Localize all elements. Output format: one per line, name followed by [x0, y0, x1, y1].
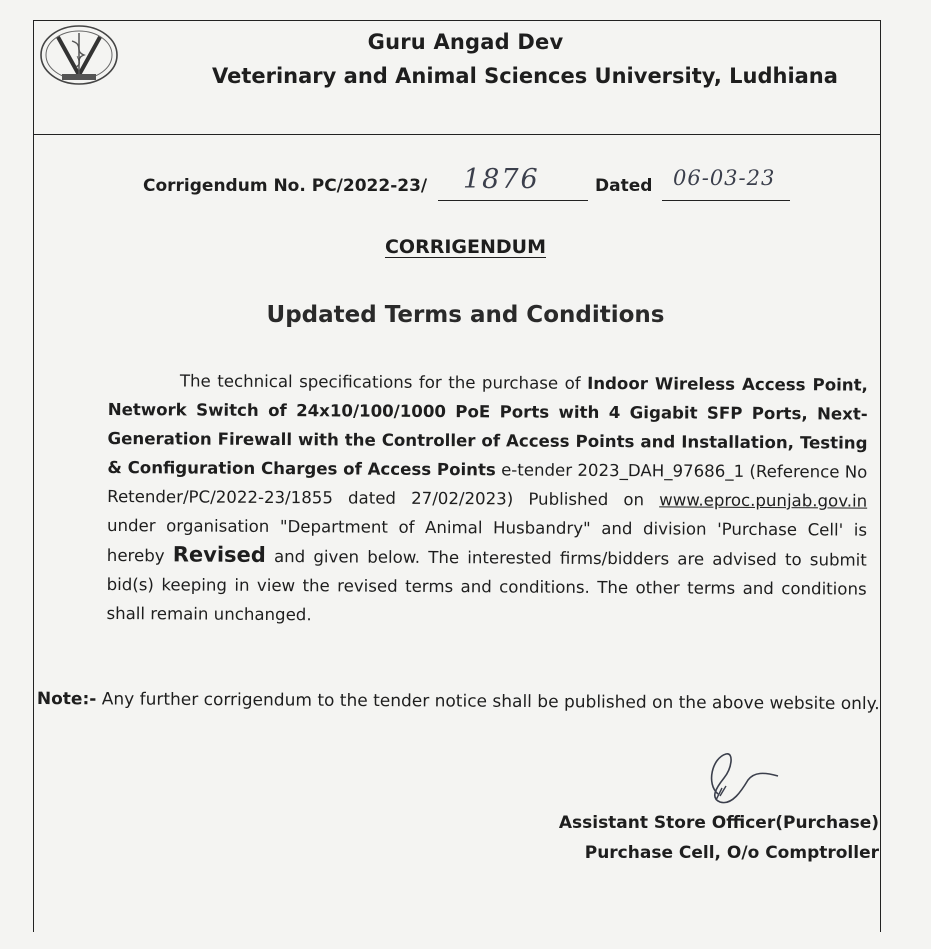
body-text-4: and given below. The interested firms/bidders are advised to submit bid(s) keeping in view the revised terms and conditions. The other terms and conditions shall remain unchanged. [106, 546, 867, 625]
corrigendum-heading-text: CORRIGENDUM [384, 236, 546, 258]
university-name-line2: Veterinary and Animal Sciences University, Ludhiana [212, 64, 838, 88]
revised-word: Revised [172, 542, 266, 567]
corrigendum-number-label: Corrigendum No. PC/2022-23/ [143, 176, 428, 196]
header-divider [33, 134, 881, 135]
date-underline [662, 200, 790, 201]
corrigendum-number-handwritten: 1876 [463, 164, 540, 195]
updated-terms-heading: Updated Terms and Conditions [266, 302, 665, 328]
signatory-title: Assistant Store Officer(Purchase) [558, 813, 879, 833]
dated-label: Dated [595, 176, 653, 196]
body-text-3: under organisation "Department of Animal Husbandry" and division 'Purchase Cell' is hereby [106, 515, 868, 566]
eproc-link[interactable]: www.eproc.punjab.gov.in [659, 490, 868, 511]
note-label: Note:- [36, 688, 97, 710]
body-paragraph [106, 366, 868, 633]
signatory-block [559, 808, 879, 868]
note-text: Any further corrigendum to the tender notice shall be published on the above website only. [96, 689, 880, 715]
note-paragraph [37, 686, 881, 717]
date-handwritten: 06-03-23 [673, 166, 776, 190]
university-name-line1: Guru Angad Dev [367, 30, 564, 54]
seal-letter: V [76, 55, 82, 63]
corrigendum-heading [0, 236, 931, 258]
signatory-office: Purchase Cell, O/o Comptroller [584, 843, 879, 863]
body-text-1: The technical specifications for the purchase of [179, 371, 588, 393]
body-text-2: e-tender 2023_DAH_97686_1 (Reference No Retender/PC/2022-23/1855 dated 27/02/2023) Published on [107, 460, 868, 510]
handwritten-signature-icon [698, 744, 788, 810]
items-bold-text: Indoor Wireless Access Point, Network Switch of 24x10/100/1000 PoE Ports with 4 Gigabit SFP Ports, Next-Generation Firewall with the Controller of Access Points and Installation, Testing & Configuration Charges of Access Points [107, 373, 868, 480]
reference-row [143, 164, 843, 210]
number-underline [438, 200, 588, 201]
